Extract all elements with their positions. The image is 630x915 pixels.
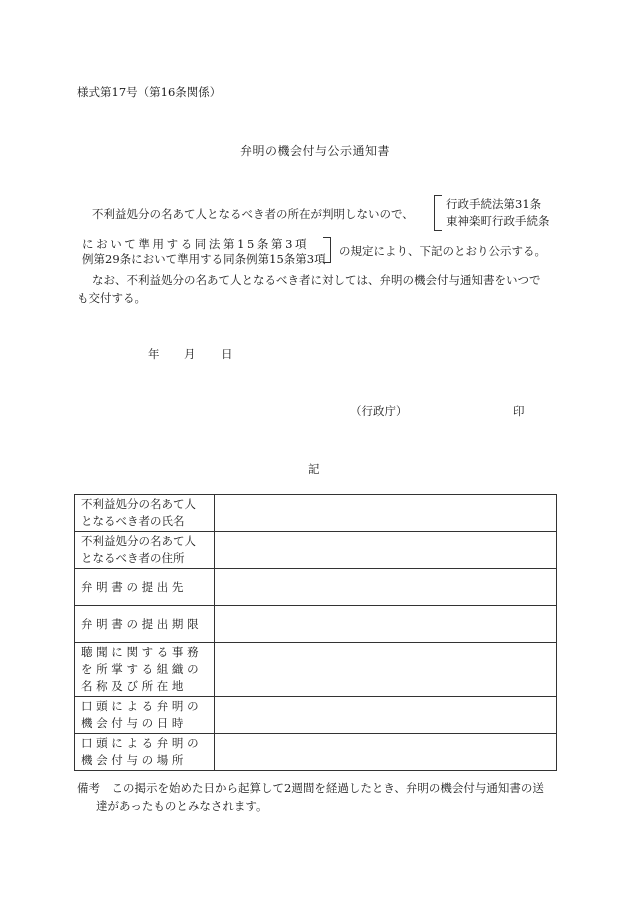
row-label-line: 不利益処分の名あて人 <box>81 534 196 548</box>
seal-mark: 印 <box>513 404 525 418</box>
row-label-line: となるべき者の氏名 <box>81 514 185 528</box>
table-row <box>75 643 557 697</box>
row-label-line: 機 会 付 与 の 場 所 <box>81 753 184 767</box>
row-value[interactable] <box>215 697 557 734</box>
alt-option-2-line-1: 東神楽町行政手続条 <box>446 214 550 228</box>
row-label-line: 口 頭 に よ る 弁 明 の <box>81 736 199 750</box>
remark-line-2: 達があったものとみなされます。 <box>96 799 268 813</box>
ki-heading: 記 <box>308 462 320 476</box>
table-row <box>75 606 557 643</box>
row-label-line: 聴 聞 に 関 す る 事 務 <box>81 645 199 659</box>
alt-option-2-line-2: 例第29条において準用する同条例第15条第3項 <box>82 252 326 266</box>
date-year: 年 <box>148 347 160 361</box>
row-label-line: 名 称 及 び 所 在 地 <box>81 679 184 693</box>
row-label <box>75 532 215 569</box>
date-month: 月 <box>184 347 196 361</box>
paragraph-1-end: の規定により、下記のとおり公示する。 <box>339 244 546 258</box>
document-title: 弁明の機会付与公示通知書 <box>239 144 390 158</box>
row-label-line: 機 会 付 与 の 日 時 <box>81 716 184 730</box>
table-row <box>75 734 557 771</box>
date-day: 日 <box>221 347 233 361</box>
row-label-line: 不利益処分の名あて人 <box>81 497 196 511</box>
alt-option-1-line-1: 行政手続法第31条 <box>446 197 542 211</box>
row-label-line: 口 頭 に よ る 弁 明 の <box>81 699 199 713</box>
row-label <box>75 495 215 532</box>
row-label-line: 弁 明 書 の 提 出 先 <box>81 579 184 594</box>
row-label <box>75 606 215 643</box>
row-label-line: を 所 掌 す る 組 織 の <box>81 662 199 676</box>
form-number: 様式第17号（第16条関係） <box>77 85 222 99</box>
remark-line-1: 備考 この掲示を始めた日から起算して2週間を経過したとき、弁明の機会付与通知書の送 <box>77 781 544 795</box>
row-value[interactable] <box>215 643 557 697</box>
row-label-line: 弁 明 書 の 提 出 期 限 <box>81 616 199 631</box>
right-bracket <box>323 237 331 263</box>
table-row <box>75 697 557 734</box>
agency-label: （行政庁） <box>350 404 408 418</box>
table-row <box>75 569 557 606</box>
row-value[interactable] <box>215 606 557 643</box>
row-value[interactable] <box>215 532 557 569</box>
details-table <box>74 494 557 771</box>
row-label <box>75 643 215 697</box>
row-label <box>75 734 215 771</box>
row-label-line: となるべき者の住所 <box>81 551 185 565</box>
row-value[interactable] <box>215 569 557 606</box>
paragraph-2-line-1: なお、不利益処分の名あて人となるべき者に対しては、弁明の機会付与通知書をいつで <box>92 273 541 287</box>
row-label <box>75 569 215 606</box>
table-row <box>75 495 557 532</box>
table-row <box>75 532 557 569</box>
paragraph-1-start: 不利益処分の名あて人となるべき者の所在が判明しないので、 <box>92 207 414 221</box>
row-value[interactable] <box>215 495 557 532</box>
alt-option-1-line-2: において準用する同法第15条第3項 <box>82 237 310 251</box>
row-label <box>75 697 215 734</box>
paragraph-2-line-2: も交付する。 <box>77 291 146 305</box>
row-value[interactable] <box>215 734 557 771</box>
left-bracket <box>434 195 442 231</box>
